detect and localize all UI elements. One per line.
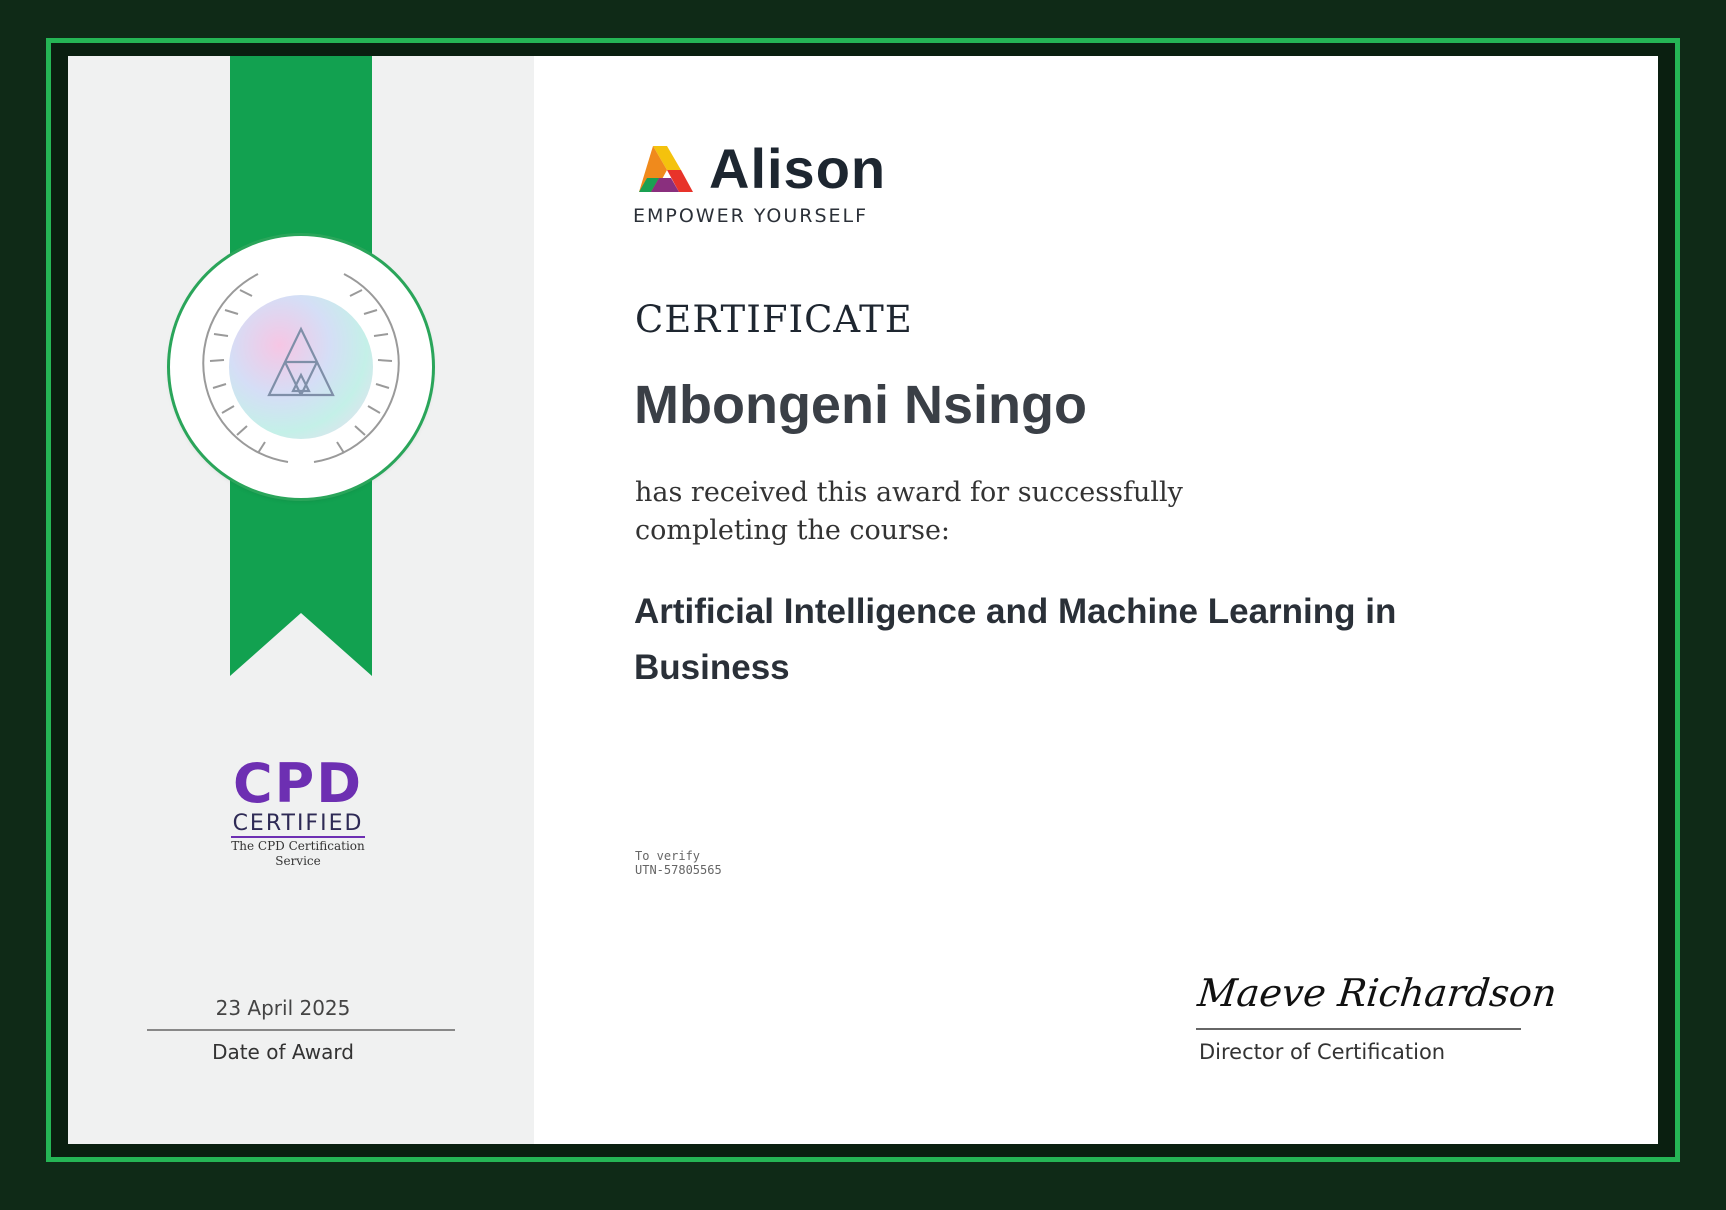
brand-tagline: EMPOWER YOURSELF	[633, 205, 869, 227]
statement-line1: has received this award for successfully	[635, 477, 1183, 508]
course-title	[634, 584, 1514, 696]
signature-divider	[1196, 1028, 1521, 1030]
director-signature: Maeve Richardson	[1195, 971, 1559, 1015]
certificate-heading: CERTIFICATE	[635, 298, 913, 341]
verify-label: To verify	[635, 849, 701, 863]
verification-code	[635, 849, 722, 877]
alison-logo-icon	[633, 146, 697, 192]
course-title-line2: Business	[634, 648, 790, 687]
hologram	[229, 295, 373, 439]
course-title-line1: Artificial Intelligence and Machine Learning in	[634, 592, 1397, 631]
certificate-sheet	[68, 56, 1658, 1144]
alison-logo	[633, 136, 886, 227]
cpd-service-line1: The CPD Certification	[231, 839, 365, 853]
statement-line2: completing the course:	[635, 515, 951, 546]
verify-code: UTN-57805565	[635, 863, 722, 877]
cpd-service-line2: Service	[275, 854, 321, 868]
award-statement	[635, 474, 1335, 550]
award-date: 23 April 2025	[215, 996, 351, 1020]
award-seal	[170, 236, 432, 498]
left-panel	[68, 56, 534, 1144]
alison-triangle-icon	[229, 295, 373, 439]
date-divider	[147, 1029, 455, 1031]
signatory-title: Director of Certification	[1199, 1040, 1446, 1064]
recipient-name: Mbongeni Nsingo	[634, 375, 1087, 435]
cpd-title: CPD	[232, 752, 364, 815]
award-date-label: Date of Award	[212, 1040, 354, 1064]
brand-name: Alison	[709, 137, 887, 200]
cpd-certified-badge	[208, 752, 388, 868]
cpd-certified-text: CERTIFIED	[232, 811, 364, 836]
